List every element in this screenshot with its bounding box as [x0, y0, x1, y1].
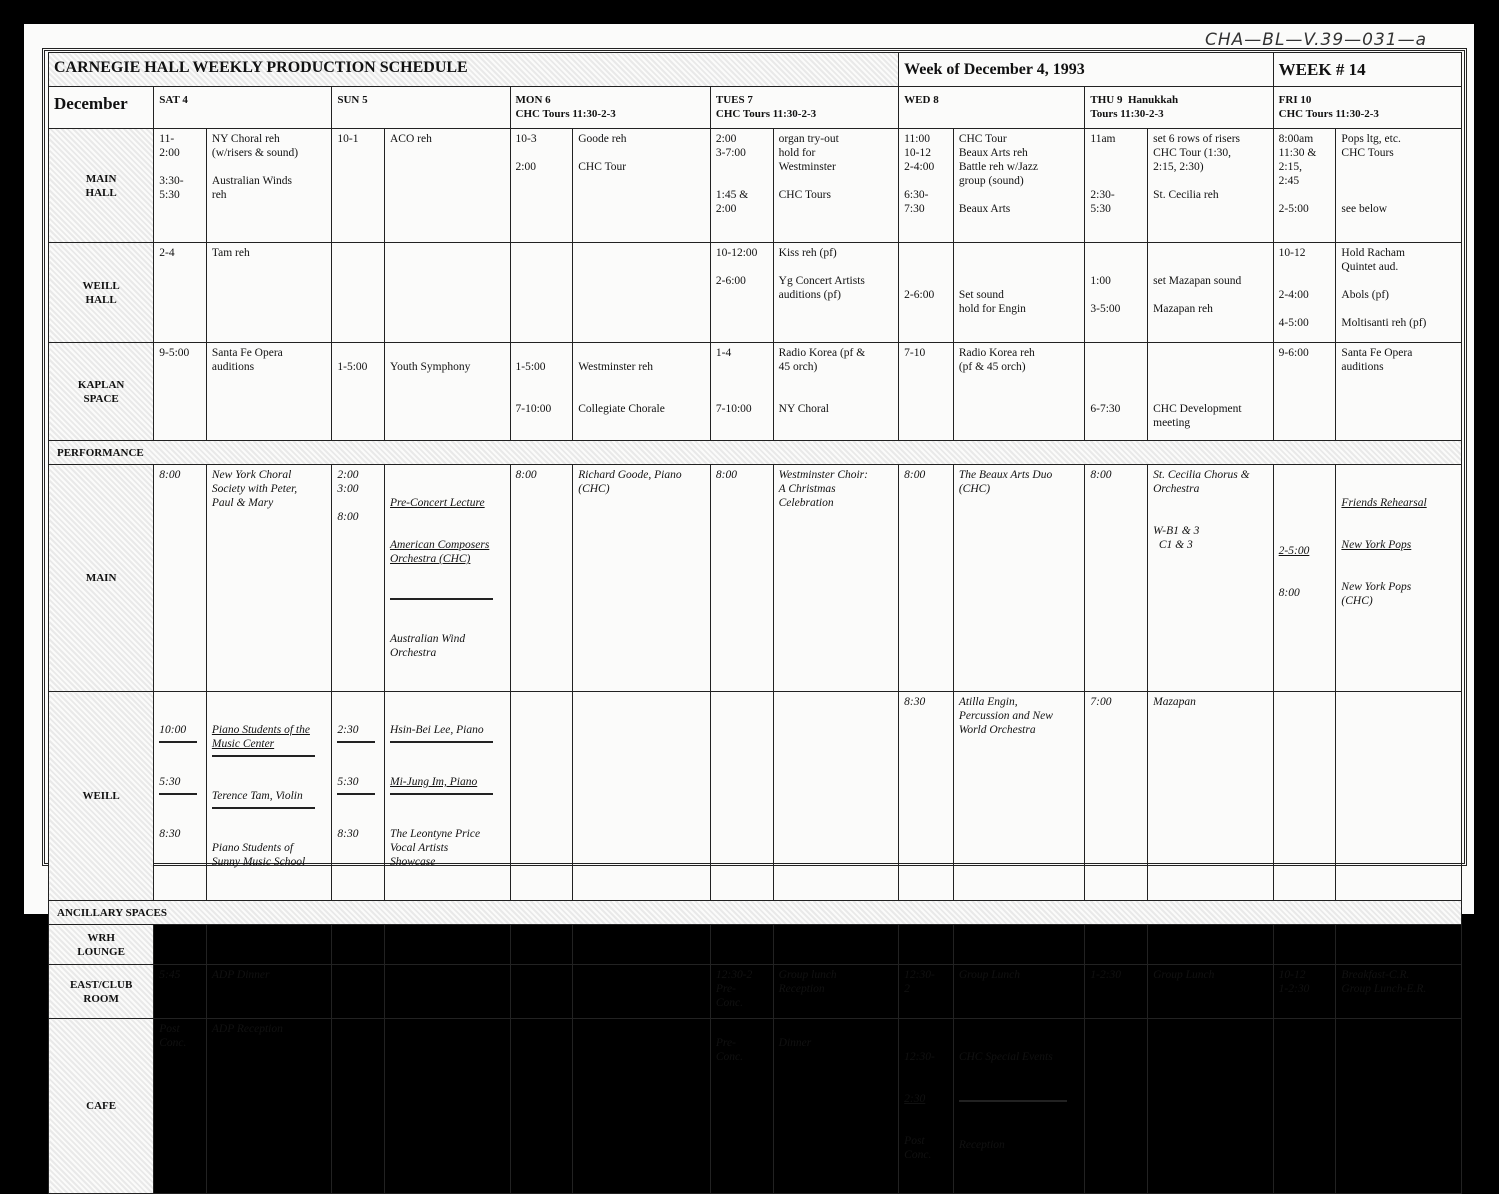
section-ancillary: ANCILLARY SPACES	[49, 901, 1462, 925]
time-cell: 9-5:00	[154, 343, 207, 441]
time-cell: 11- 2:00 3:30- 5:30	[154, 129, 207, 243]
performance-section-row	[49, 441, 1462, 465]
event-cell: Atilla Engin, Percussion and New World Orchestra	[953, 692, 1085, 901]
event-cell: CHC Tour Beaux Arts reh Battle reh w/Jazz group (sound) Beaux Arts	[953, 129, 1085, 243]
schedule-table	[48, 52, 1462, 1194]
time-cell: 1-5:00	[332, 343, 385, 441]
time-cell	[1273, 925, 1336, 965]
time-cell	[1273, 692, 1336, 901]
event-cell	[573, 925, 711, 965]
event-cell: Set sound hold for Engin	[953, 243, 1085, 343]
time-cell: 10-12 1-2:30	[1273, 965, 1336, 1019]
time-cell: 5:45	[154, 965, 207, 1019]
time-cell	[510, 692, 573, 901]
day-header-mon: MON 6 CHC Tours 11:30-2-3	[510, 87, 710, 129]
event-cell: Radio Korea reh (pf & 45 orch)	[953, 343, 1085, 441]
time-cell: 11:00 10-12 2-4:00 6:30- 7:30	[899, 129, 954, 243]
day-header-thu: THU 9 Hanukkah Tours 11:30-2-3	[1085, 87, 1273, 129]
time-cell: 7-10	[899, 343, 954, 441]
time-cell: 12:30- 2:30 Post Conc.	[899, 1019, 954, 1194]
day-header-sat: SAT 4	[154, 87, 332, 129]
time-cell: 10-3 2:00	[510, 129, 573, 243]
time-cell	[332, 965, 385, 1019]
time-cell: 7:00	[1085, 692, 1148, 901]
time-cell	[1085, 925, 1148, 965]
event-cell	[773, 925, 899, 965]
time-cell	[1273, 1019, 1336, 1194]
time-cell	[154, 925, 207, 965]
day-header-sun: SUN 5	[332, 87, 510, 129]
time-cell: 10-12 2-4:00 4-5:00	[1273, 243, 1336, 343]
time-cell: 11am 2:30- 5:30	[1085, 129, 1148, 243]
time-cell: 8:30	[899, 692, 954, 901]
event-cell: Dinner	[773, 1019, 899, 1194]
event-cell: Kiss reh (pf) Yg Concert Artists auditions (pf)	[773, 243, 899, 343]
room-label-cafe: CAFE	[49, 1019, 154, 1194]
event-cell: organ try-out hold for Westminster CHC Tours	[773, 129, 899, 243]
time-cell: Post Conc.	[154, 1019, 207, 1194]
month-label: December	[49, 87, 154, 129]
time-cell: 2:00 3:00 8:00	[332, 465, 385, 692]
time-cell: 10-12:00 2-6:00	[710, 243, 773, 343]
time-cell: 1-5:00 7-10:00	[510, 343, 573, 441]
time-cell: 10:00 5:30 8:30	[154, 692, 207, 901]
room-label-wrh-lounge: WRH LOUNGE	[49, 925, 154, 965]
time-cell: 1:00 3-5:00	[1085, 243, 1148, 343]
event-cell: Westminster reh Collegiate Chorale	[573, 343, 711, 441]
event-cell: set Mazapan sound Mazapan reh	[1148, 243, 1274, 343]
event-cell: Group Lunch	[1148, 965, 1274, 1019]
time-cell: 2:30 5:30 8:30	[332, 692, 385, 901]
event-cell: Friends Rehearsal New York Pops New York Pops (CHC)	[1336, 465, 1462, 692]
event-cell: ACO reh	[385, 129, 511, 243]
event-cell: Richard Goode, Piano (CHC)	[573, 465, 711, 692]
time-cell	[710, 692, 773, 901]
time-cell: 8:00am 11:30 & 2:15, 2:45 2-5:00	[1273, 129, 1336, 243]
time-cell: 2-4	[154, 243, 207, 343]
event-cell	[1336, 1019, 1462, 1194]
event-cell	[1148, 1019, 1274, 1194]
event-cell: Radio Korea (pf & 45 orch) NY Choral	[773, 343, 899, 441]
event-cell: Pre-Concert Lecture American Composers Orchestra (CHC) Australian Wind Orchestra	[385, 465, 511, 692]
time-cell	[332, 925, 385, 965]
time-cell: 2-6:00	[899, 243, 954, 343]
wrh-lounge-row	[49, 925, 1462, 965]
event-cell: CHC Special Events Reception	[953, 1019, 1085, 1194]
time-cell: 1-4 7-10:00	[710, 343, 773, 441]
kaplan-space-row	[49, 343, 1462, 441]
room-label-main-hall: MAIN HALL	[49, 129, 154, 243]
event-cell: ADP Dinner	[206, 965, 332, 1019]
day-header-fri: FRI 10 CHC Tours 11:30-2-3	[1273, 87, 1461, 129]
event-cell	[1148, 925, 1274, 965]
cafe-row	[49, 1019, 1462, 1194]
time-cell: 2-5:00 8:00	[1273, 465, 1336, 692]
performance-main-row	[49, 465, 1462, 692]
event-cell: set 6 rows of risers CHC Tour (1:30, 2:15, 2:30) St. Cecilia reh	[1148, 129, 1274, 243]
schedule-title: CARNEGIE HALL WEEKLY PRODUCTION SCHEDULE	[49, 53, 899, 87]
event-cell	[206, 925, 332, 965]
time-cell	[332, 243, 385, 343]
time-cell: 2:00 3-7:00 1:45 & 2:00	[710, 129, 773, 243]
event-cell: Group Lunch	[953, 965, 1085, 1019]
event-cell	[573, 692, 711, 901]
time-cell: 9-6:00	[1273, 343, 1336, 441]
event-cell	[773, 692, 899, 901]
event-cell: Mazapan	[1148, 692, 1274, 901]
event-cell: St. Cecilia Chorus & Orchestra W-B1 & 3 C1 & 3	[1148, 465, 1274, 692]
day-header-row	[49, 87, 1462, 129]
week-of: Week of December 4, 1993	[899, 53, 1274, 87]
event-cell: Piano Students of the Music Center Terence Tam, Violin Piano Students of Sunny Music School	[206, 692, 332, 901]
event-cell: The Beaux Arts Duo (CHC)	[953, 465, 1085, 692]
event-cell: Breakfast-C.R. Group Lunch-E.R.	[1336, 965, 1462, 1019]
week-number: WEEK # 14	[1273, 53, 1461, 87]
archive-reference: CHA—BL—V.39—031—a	[1205, 30, 1427, 50]
event-cell	[573, 1019, 711, 1194]
time-cell: 8:00	[899, 465, 954, 692]
event-cell: Santa Fe Opera auditions	[1336, 343, 1462, 441]
event-cell: Goode reh CHC Tour	[573, 129, 711, 243]
event-cell	[385, 965, 511, 1019]
time-cell: 8:00	[710, 465, 773, 692]
performance-weill-row	[49, 692, 1462, 901]
time-cell	[332, 1019, 385, 1194]
time-cell: 10-1	[332, 129, 385, 243]
event-cell: Group lunch Reception	[773, 965, 899, 1019]
room-label-weill-hall: WEILL HALL	[49, 243, 154, 343]
day-header-tue: TUES 7 CHC Tours 11:30-2-3	[710, 87, 898, 129]
event-cell: New York Choral Society with Peter, Paul & Mary	[206, 465, 332, 692]
event-cell: CHC Development meeting	[1148, 343, 1274, 441]
day-header-wed: WED 8	[899, 87, 1085, 129]
event-cell	[385, 243, 511, 343]
weill-hall-row	[49, 243, 1462, 343]
event-cell: NY Choral reh (w/risers & sound) Australian Winds reh	[206, 129, 332, 243]
event-cell: Pops ltg, etc. CHC Tours see below	[1336, 129, 1462, 243]
section-performance: PERFORMANCE	[49, 441, 1462, 465]
event-cell	[573, 243, 711, 343]
event-cell: Hsin-Bei Lee, Piano Mi-Jung Im, Piano The Leontyne Price Vocal Artists Showcase	[385, 692, 511, 901]
time-cell	[510, 243, 573, 343]
time-cell	[510, 965, 573, 1019]
event-cell	[1336, 692, 1462, 901]
room-label-perf-main: MAIN	[49, 465, 154, 692]
time-cell	[510, 925, 573, 965]
east-club-row	[49, 965, 1462, 1019]
time-cell: 1-2:30	[1085, 965, 1148, 1019]
room-label-perf-weill: WEILL	[49, 692, 154, 901]
time-cell: 12:30- 2	[899, 965, 954, 1019]
event-cell: Hold Racham Quintet aud. Abols (pf) Moltisanti reh (pf)	[1336, 243, 1462, 343]
event-cell: Tam reh	[206, 243, 332, 343]
time-cell: 12:30-2 Pre- Conc.	[710, 965, 773, 1019]
room-label-east-club: EAST/CLUB ROOM	[49, 965, 154, 1019]
event-cell	[953, 925, 1085, 965]
time-cell: 8:00	[1085, 465, 1148, 692]
event-cell	[385, 1019, 511, 1194]
time-cell: 8:00	[154, 465, 207, 692]
event-cell: Youth Symphony	[385, 343, 511, 441]
time-cell: Pre- Conc.	[710, 1019, 773, 1194]
time-cell: 8:00	[510, 465, 573, 692]
event-cell: Santa Fe Opera auditions	[206, 343, 332, 441]
title-row	[49, 53, 1462, 87]
ancillary-section-row	[49, 901, 1462, 925]
event-cell: ADP Reception	[206, 1019, 332, 1194]
time-cell	[1085, 1019, 1148, 1194]
event-cell	[1336, 925, 1462, 965]
event-cell	[573, 965, 711, 1019]
main-hall-row	[49, 129, 1462, 243]
time-cell	[710, 925, 773, 965]
room-label-kaplan: KAPLAN SPACE	[49, 343, 154, 441]
time-cell	[510, 1019, 573, 1194]
event-cell	[385, 925, 511, 965]
event-cell: Westminster Choir: A Christmas Celebration	[773, 465, 899, 692]
time-cell	[899, 925, 954, 965]
time-cell: 6-7:30	[1085, 343, 1148, 441]
